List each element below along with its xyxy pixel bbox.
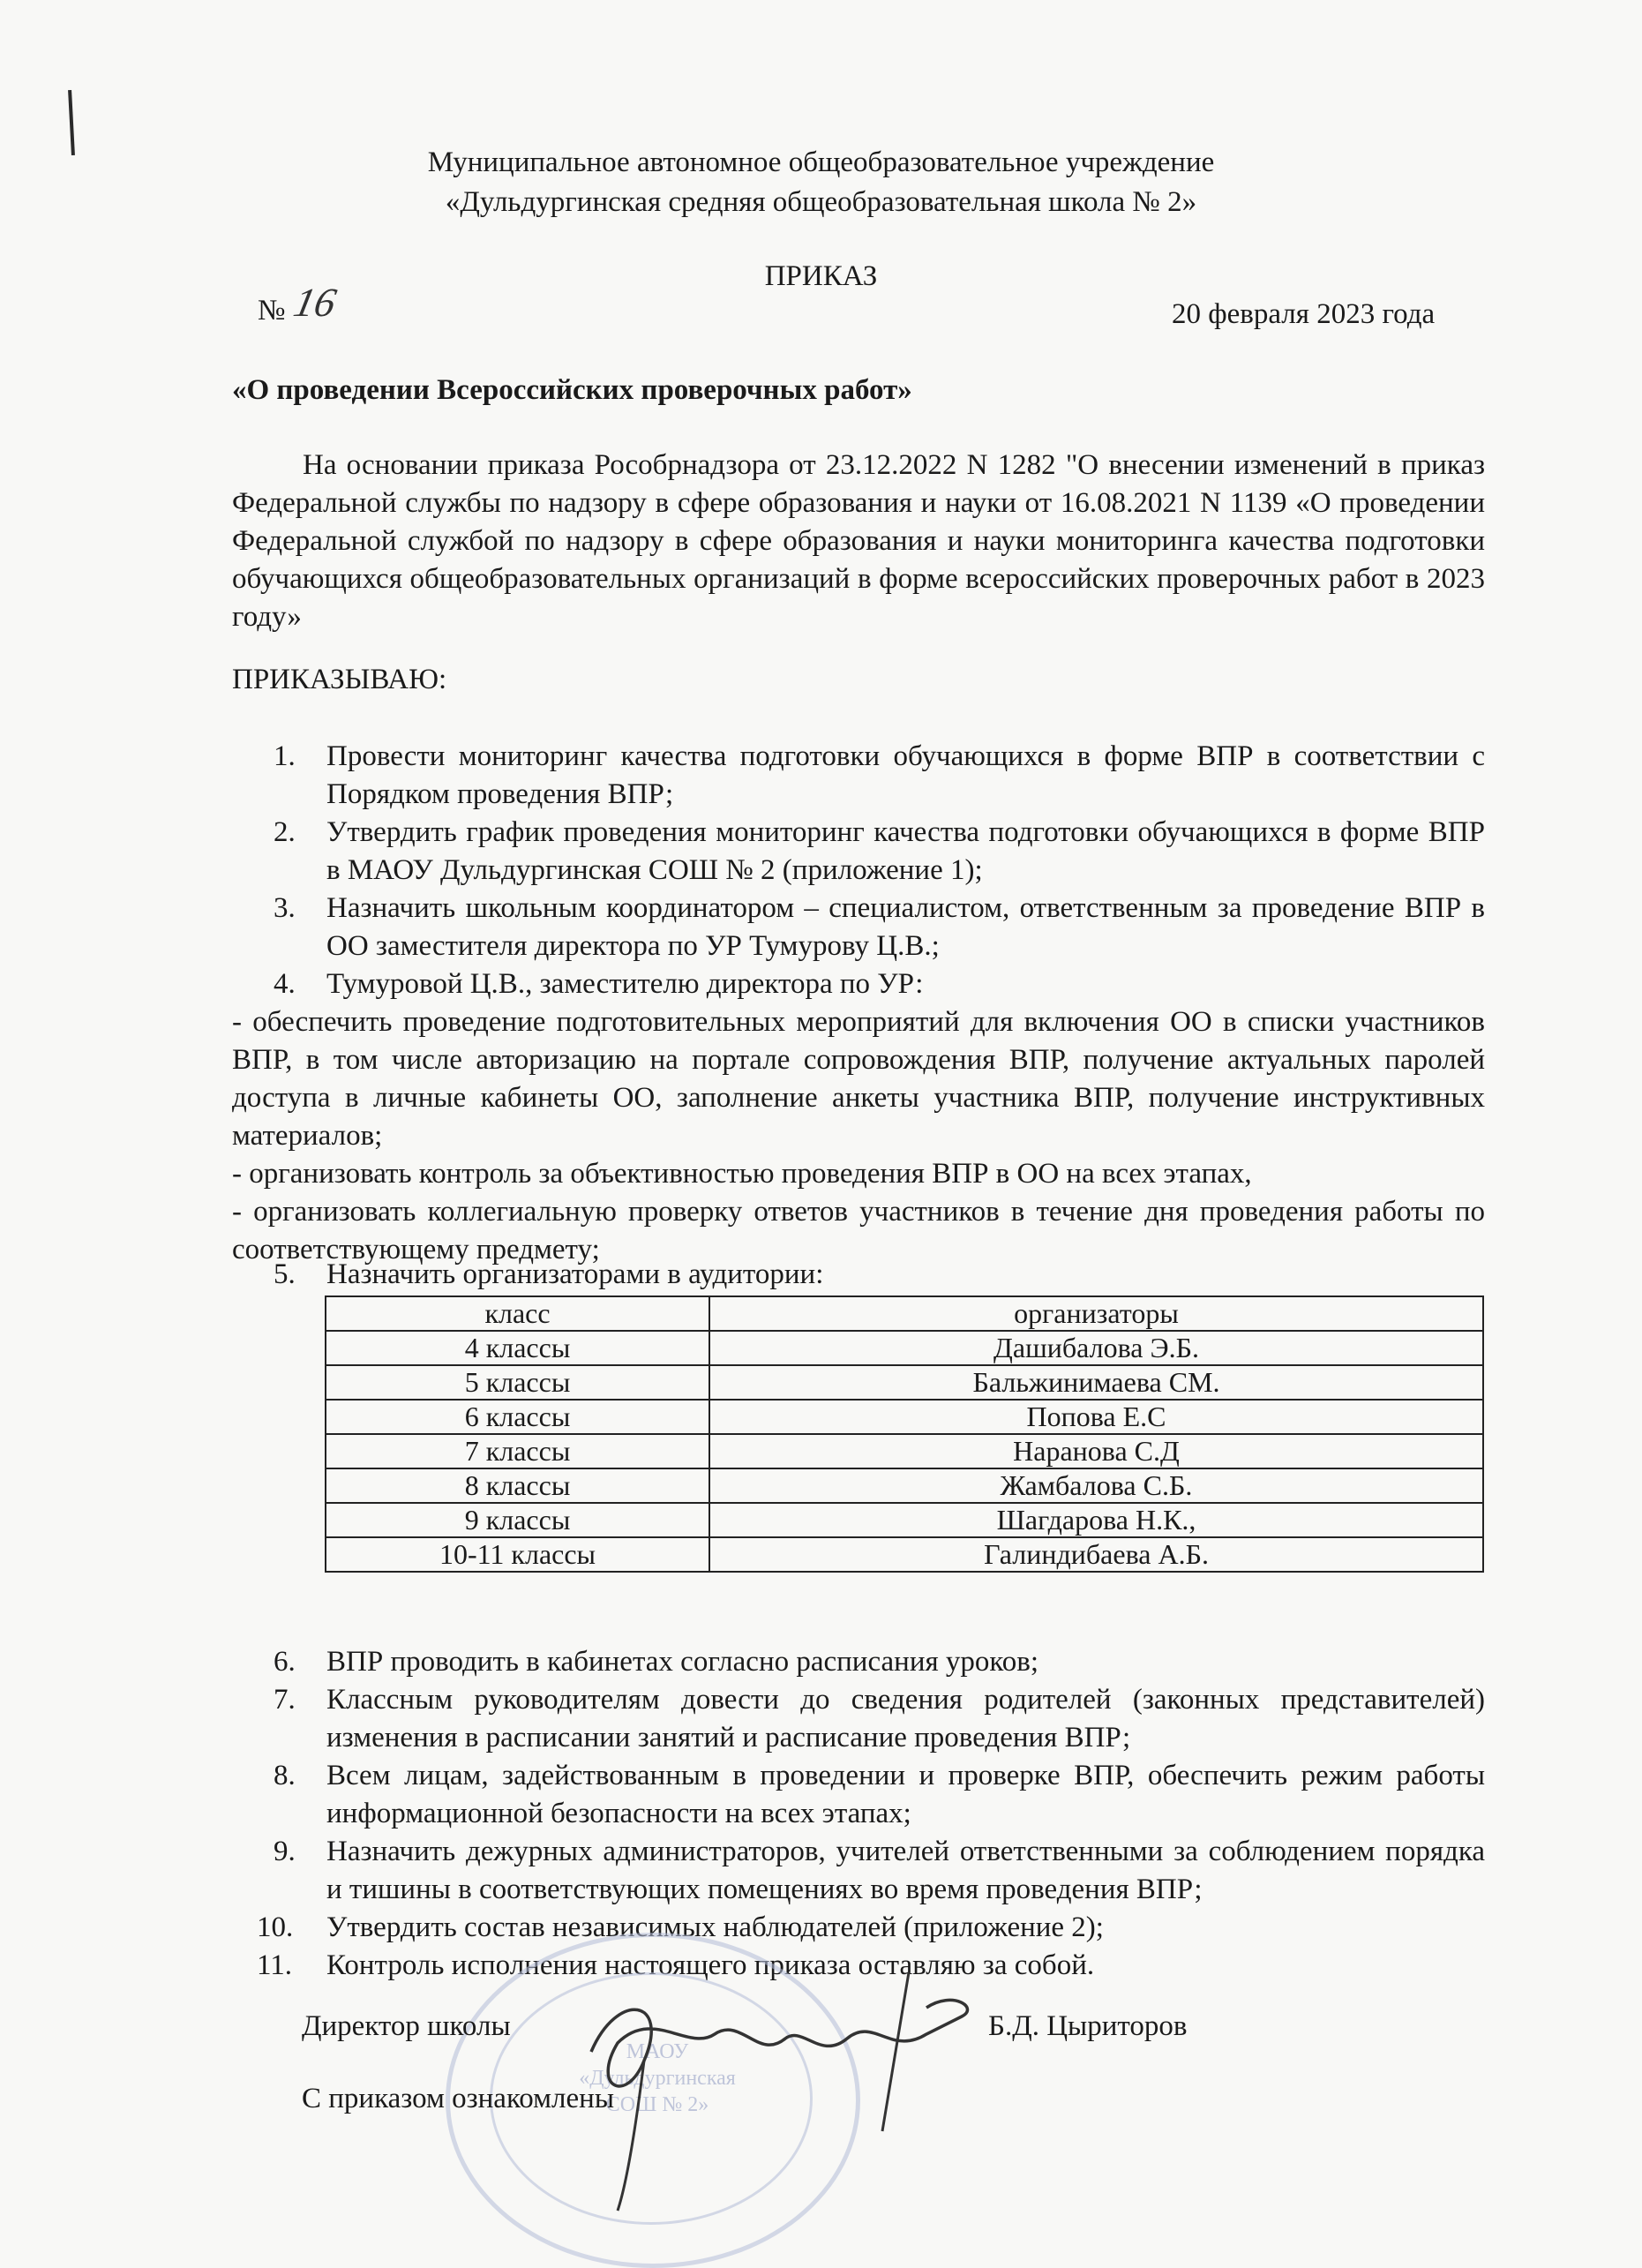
table-cell: Бальжинимаева СМ. xyxy=(709,1365,1483,1400)
handwritten-number: 16 xyxy=(289,280,341,325)
table-cell: 4 классы xyxy=(326,1331,709,1365)
table-cell: 10-11 классы xyxy=(326,1537,709,1572)
stamp-text: МАОУ «Дульдургинская СОШ № 2» xyxy=(579,2040,736,2116)
item-number: 4. xyxy=(274,968,296,1000)
list-item: 3. Назначить школьным координатором – специалистом, ответственным за проведение ВПР в ОО заместителя директора по УР Тумурову Ц.В.; xyxy=(232,890,1485,965)
table-row xyxy=(326,1537,1483,1572)
number-label: № xyxy=(258,295,286,327)
item-number: 2. xyxy=(274,816,296,848)
order-items-part-2 xyxy=(232,1643,1485,1985)
list-item: 2. Утвердить график проведения мониторинг качества подготовки обучающихся в форме ВПР в МАОУ Дульдургинская СОШ № 2 (приложение 1); xyxy=(232,814,1485,890)
table-cell: Наранова С.Д xyxy=(709,1434,1483,1468)
list-item: 11. Контроль исполнения настоящего приказа оставляю за собой. xyxy=(232,1947,1485,1985)
list-item: 1. Провести мониторинг качества подготовки обучающихся в форме ВПР в соответствии с Порядком проведения ВПР; xyxy=(232,738,1485,814)
column-header-organizers: организаторы xyxy=(709,1296,1483,1331)
table-cell: Жамбалова С.Б. xyxy=(709,1468,1483,1503)
list-item: 4. Тумуровой Ц.В., заместителю директора по УР: xyxy=(232,965,1485,1003)
item-number: 9. xyxy=(274,1836,296,1867)
item-number: 3. xyxy=(274,892,296,924)
table-row xyxy=(326,1365,1483,1400)
responsibility-item: - организовать коллегиальную проверку ответов участников в течение дня проведения работы по соответствующему предмету; xyxy=(232,1196,1485,1265)
signature-role: Директор школы xyxy=(302,2010,511,2042)
item-number: 6. xyxy=(274,1646,296,1678)
item-number: 5. xyxy=(274,1258,296,1290)
responsibility-item: - обеспечить проведение подготовительных мероприятий для включения ОО в списки участников ВПР, в том числе авторизацию на портале сопровождения ВПР, получение актуальных паролей доступа в личные кабинеты ОО, заполнение анкеты участника ВПР, получение инструктивных материалов; xyxy=(232,1006,1485,1152)
item-number: 7. xyxy=(274,1684,296,1716)
document-title: ПРИКАЗ xyxy=(764,260,878,292)
basis-paragraph: На основании приказа Рособрнадзора от 23.12.2022 N 1282 "О внесении изменений в приказ Федеральной службы по надзору в сфере образования и науки от 16.08.2021 N 1139 «О проведении Федеральной службой по надзору в сфере образования и науки мониторинга качества подготовки обучающихся общеобразовательных организаций в форме всероссийских проверочных работ в 2023 году» xyxy=(232,449,1485,633)
list-item: 8. Всем лицам, задействованным в проведении и проверке ВПР, обеспечить режим работы информационной безопасности на всех этапах; xyxy=(232,1757,1485,1833)
table-cell: 9 классы xyxy=(326,1503,709,1537)
table-cell: 8 классы xyxy=(326,1468,709,1503)
table-cell: Попова Е.С xyxy=(709,1400,1483,1434)
list-item: 6. ВПР проводить в кабинетах согласно расписания уроков; xyxy=(232,1643,1485,1681)
document-subject: «О проведении Всероссийских проверочных работ» xyxy=(232,374,912,406)
order-word: ПРИКАЗЫВАЮ: xyxy=(232,664,447,695)
header-line-2: «Дульдургинская средняя общеобразовательная школа № 2» xyxy=(445,186,1197,218)
list-item: 9. Назначить дежурных администраторов, учителей ответственными за соблюдением порядка и тишины в соответствующих помещениях во время проведения ВПР; xyxy=(232,1833,1485,1909)
item-number: 10. xyxy=(257,1911,294,1943)
responsibilities-list xyxy=(232,1003,1485,1269)
document-date: 20 февраля 2023 года xyxy=(1172,298,1436,330)
table-row xyxy=(326,1434,1483,1468)
table-row xyxy=(326,1400,1483,1434)
table-row xyxy=(326,1503,1483,1537)
column-header-class: класс xyxy=(326,1296,709,1331)
table-header-row xyxy=(326,1296,1483,1331)
list-item: 7. Классным руководителям довести до сведения родителей (законных представителей) изменения в расписании занятий и расписание проведения ВПР; xyxy=(232,1681,1485,1757)
list-item: 10. Утвердить состав независимых наблюдателей (приложение 2); xyxy=(232,1909,1485,1947)
header-line-1: Муниципальное автономное общеобразовательное учреждение xyxy=(427,146,1215,178)
table-row xyxy=(326,1468,1483,1503)
order-items-part-1 xyxy=(232,738,1485,1003)
item-number: 8. xyxy=(274,1760,296,1791)
responsibility-item: - организовать контроль за объективностью проведения ВПР в ОО на всех этапах, xyxy=(232,1158,1252,1190)
organizers-table xyxy=(325,1295,1484,1573)
list-item: 5. Назначить организаторами в аудитории: xyxy=(232,1256,1485,1294)
order-item-5 xyxy=(232,1256,1485,1294)
table-cell: 5 классы xyxy=(326,1365,709,1400)
signature-name: Б.Д. Цыриторов xyxy=(988,2010,1188,2042)
item-number: 1. xyxy=(274,740,296,772)
acquainted-label: С приказом ознакомлены xyxy=(302,2083,615,2114)
table-cell: Дашибалова Э.Б. xyxy=(709,1331,1483,1365)
item-number: 11. xyxy=(257,1949,293,1981)
table-cell: 7 классы xyxy=(326,1434,709,1468)
institution-header xyxy=(0,143,1642,222)
table-row xyxy=(326,1331,1483,1365)
table-cell: Шагдарова Н.К., xyxy=(709,1503,1483,1537)
table-cell: Галиндибаева А.Б. xyxy=(709,1537,1483,1572)
table-cell: 6 классы xyxy=(326,1400,709,1434)
